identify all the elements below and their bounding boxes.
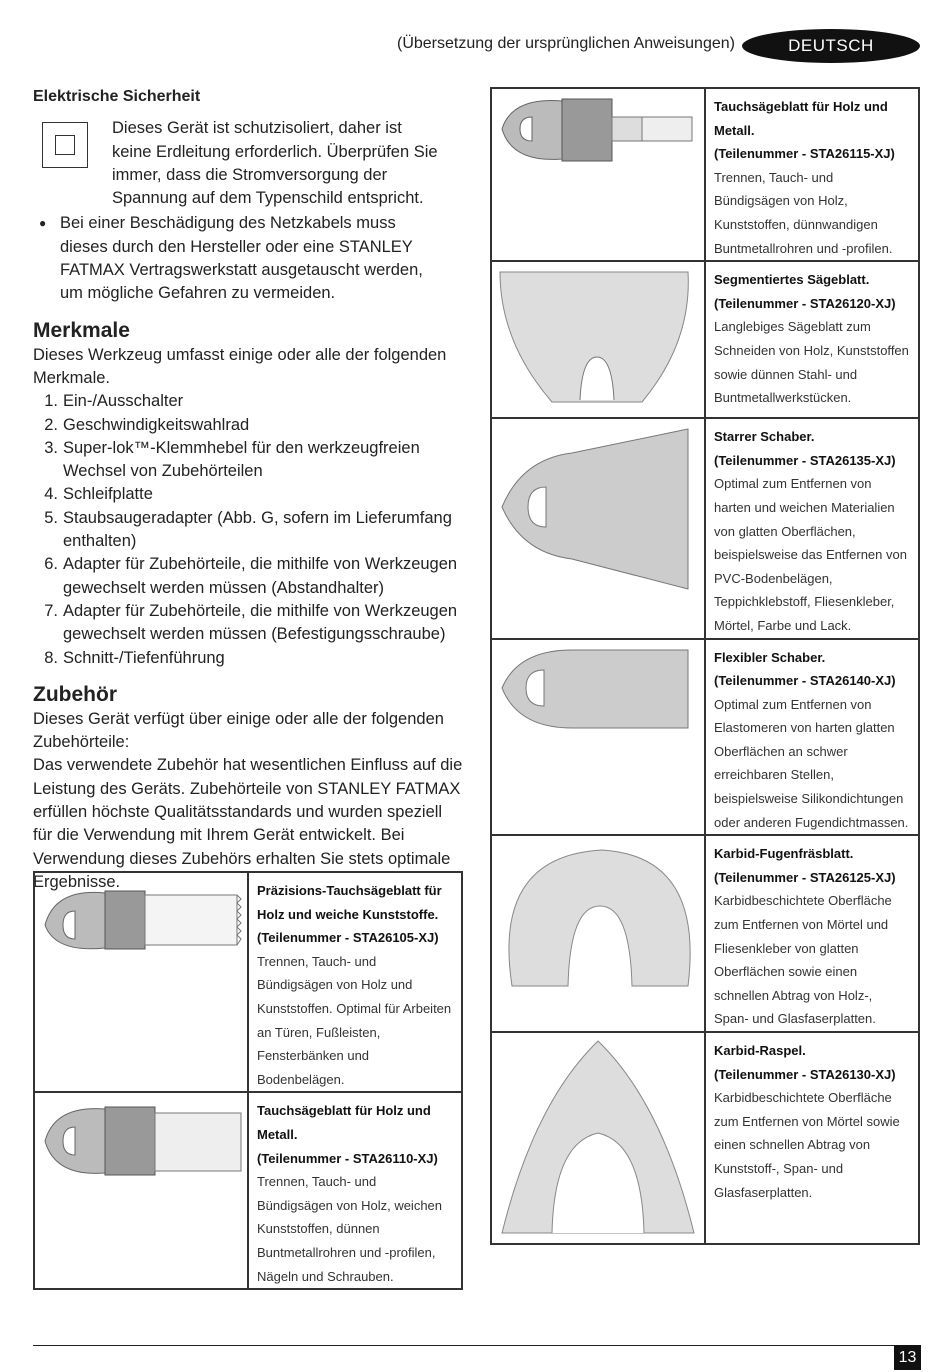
plunge-blade-wide-icon [34, 1092, 248, 1289]
list-item: 4. Schleifplatte [44, 485, 153, 504]
safety-heading: Elektrische Sicherheit [33, 88, 201, 105]
safety-bullet [33, 212, 463, 305]
accessory-description: Flexibler Schaber. (Teilenummer - STA26140-XJ) Optimal zum Entfernen von Elastomeren von harten glatten Oberflächen an schwer erreichbaren Stellen, beispielsweise Silikondichtungen oder anderen Fugendichtmassen. [705, 639, 919, 836]
accessory-table-left [33, 871, 463, 1290]
accessories-intro: Dieses Gerät verfügt über einige oder alle der folgenden Zubehörteile: [33, 709, 444, 752]
left-column [33, 85, 463, 894]
bullet-icon: ● [39, 216, 47, 231]
carbide-grout-blade-icon [491, 835, 705, 1032]
header-subtitle: (Übersetzung der ursprünglichen Anweisungen) [397, 35, 735, 52]
segment-blade-icon [491, 261, 705, 418]
accessory-description: Präzisions-Tauchsägeblatt für Holz und weiche Kunststoffe. (Teilenummer - STA26105-XJ) Trennen, Tauch- und Bündigsägen von Holz und Kunststoffen. Optimal für Arbeiten an Türen, Fußleisten, Fensterbänken und Bodenbelägen. [248, 872, 462, 1092]
list-item: 5. Staubsaugeradapter (Abb. G, sofern im Lieferumfang enthalten) [44, 508, 452, 551]
list-item: 8. Schnitt-/Tiefenführung [44, 648, 225, 667]
table-row [491, 418, 919, 638]
features-intro: Dieses Werkzeug umfasst einige oder alle der folgenden Merkmale. [33, 345, 447, 387]
list-item: 3. Super-lok™-Klemmhebel für den werkzeugfreien Wechsel von Zubehörteilen [44, 438, 420, 481]
table-row [34, 872, 462, 1092]
list-item: 7. Adapter für Zubehörteile, die mithilfe von Werkzeugen gewechselt werden müssen (Befestigungsschraube) [44, 601, 458, 644]
accessory-description: Segmentiertes Sägeblatt. (Teilenummer - STA26120-XJ) Langlebiges Sägeblatt zum Schneiden von Holz, Kunststoffen sowie dünnen Stahl- und Buntmetallwerkstücken. [705, 261, 919, 418]
page-number: 13 [894, 1345, 921, 1370]
footer-divider [33, 1345, 896, 1346]
accessory-description: Karbid-Raspel. (Teilenummer - STA26130-XJ) Karbidbeschichtete Oberfläche zum Entfernen von Mörtel sowie einen schnellen Abtrag von Kunststoff-, Span- und Glasfaserplatten. [705, 1032, 919, 1244]
features-list [33, 390, 463, 670]
accessories-heading: Zubehör [33, 682, 117, 706]
table-row [491, 1032, 919, 1244]
precision-plunge-blade-icon [34, 872, 248, 1092]
language-badge: DEUTSCH [742, 29, 920, 63]
table-row [491, 88, 919, 261]
flexible-scraper-icon [491, 639, 705, 836]
accessory-description: Karbid-Fugenfräsblatt. (Teilenummer - STA26125-XJ) Karbidbeschichtete Oberfläche zum Entfernen von Mörtel und Fliesenkleber von glatten Oberflächen sowie einen schnellen Abtrag von Holz-, Span- und Glasfaserplatten. [705, 835, 919, 1032]
table-row [491, 835, 919, 1032]
features-heading: Merkmale [33, 318, 130, 342]
rigid-scraper-icon [491, 418, 705, 638]
list-item: 2. Geschwindigkeitswahlrad [44, 415, 250, 434]
accessory-description: Tauchsägeblatt für Holz und Metall. (Teilenummer - STA26115-XJ) Trennen, Tauch- und Bündigsägen von Holz, Kunststoffen, dünnwandigen Buntmetallrohren und -profilen. [705, 88, 919, 261]
plunge-blade-narrow-icon [491, 88, 705, 261]
accessory-table-right [490, 87, 920, 1245]
insulation-notice [33, 117, 463, 210]
double-insulation-icon [42, 122, 88, 168]
insulation-text: Dieses Gerät ist schutzisoliert, daher ist keine Erdleitung erforderlich. Überprüfen Sie immer, dass die Stromversorgung der Spannung auf dem Typenschild entspricht. [112, 119, 438, 208]
list-item: 6. Adapter für Zubehörteile, die mithilfe von Werkzeugen gewechselt werden müssen (Abstandhalter) [44, 555, 458, 597]
list-item: 1. Ein-/Ausschalter [44, 392, 184, 411]
table-row [491, 261, 919, 418]
table-row [34, 1092, 462, 1289]
accessory-description: Starrer Schaber. (Teilenummer - STA26135-XJ) Optimal zum Entfernen von harten und weichen Materialien von glatten Oberflächen, beispielsweise das Entfernen von PVC-Bodenbelägen, Teppichklebstoff, Fliesenkleber, Mörtel, Farbe und Lack. [705, 418, 919, 638]
accessories-body: Das verwendete Zubehör hat wesentlichen Einfluss auf die Leistung des Geräts. Zubehörteile von STANLEY FATMAX erfüllen höchste Qualitätsstandards und wurden speziell für die Verwendung mit Ihrem Gerät entwickelt. Bei Verwendung dieses Zubehörs erhalten Sie stets optimale Ergebnisse. [33, 756, 463, 891]
bullet-text: Bei einer Beschädigung des Netzkabels muss dieses durch den Hersteller oder eine STANLEY FATMAX Vertragswerkstatt ausgetauscht werden, um mögliche Gefahren zu vermeiden. [60, 214, 423, 303]
accessory-description: Tauchsägeblatt für Holz und Metall. (Teilenummer - STA26110-XJ) Trennen, Tauch- und Bündigsägen von Holz, weichen Kunststoffen, dünnen Buntmetallrohren und -profilen, Nägeln und Schrauben. [248, 1092, 462, 1289]
table-row [491, 639, 919, 836]
carbide-rasp-icon [491, 1032, 705, 1244]
